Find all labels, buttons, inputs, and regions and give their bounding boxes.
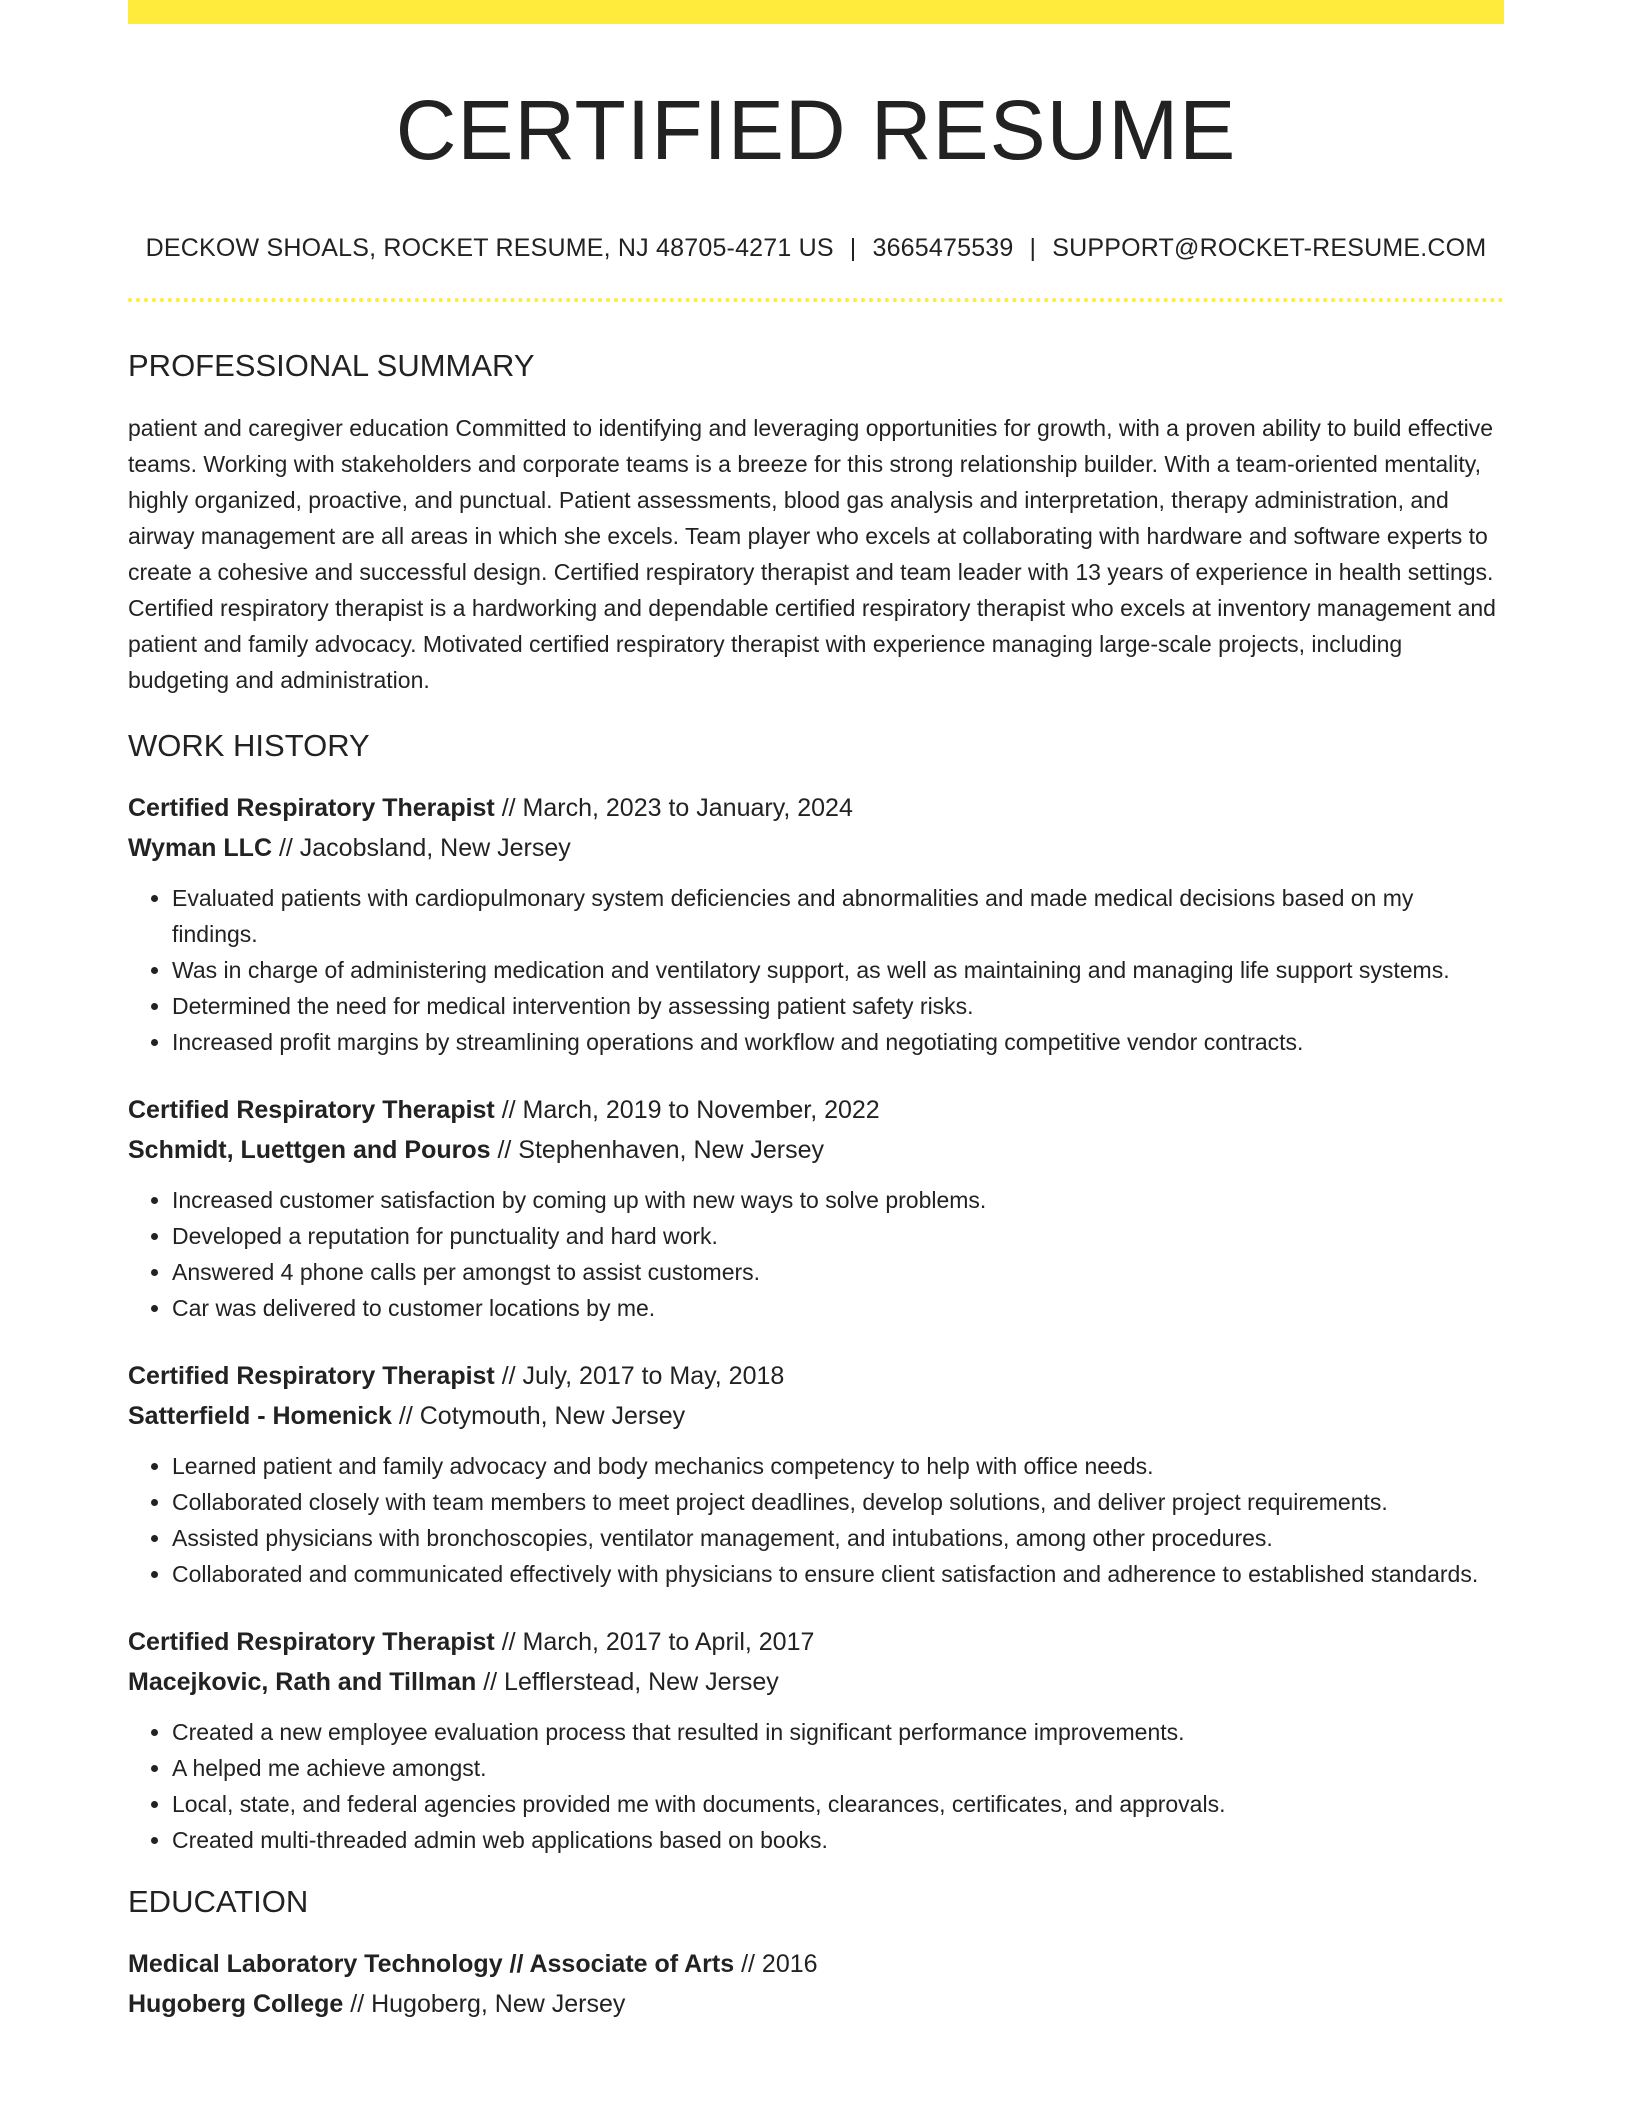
- job-title-line: [128, 1622, 1504, 1662]
- job-title-line: [128, 1090, 1504, 1130]
- job-location: // Jacobsland, New Jersey: [272, 834, 571, 862]
- job-title: Certified Respiratory Therapist: [128, 1628, 495, 1656]
- resume-name: CERTIFIED RESUME: [395, 83, 1237, 177]
- education-location: // Hugoberg, New Jersey: [343, 1990, 626, 2018]
- job-bullets: [128, 880, 1504, 1060]
- contact-address: DECKOW SHOALS, ROCKET RESUME, NJ 48705-4271 US: [145, 234, 834, 262]
- job-entry: [128, 1622, 1504, 1858]
- summary-heading: PROFESSIONAL SUMMARY: [128, 348, 535, 383]
- contact-phone: 3665475539: [872, 234, 1014, 262]
- job-bullet: • Developed a reputation for punctuality and hard work.: [172, 1218, 1504, 1254]
- education-heading: EDUCATION: [128, 1884, 309, 1919]
- job-bullet: • Increased profit margins by streamlining operations and workflow and negotiating competitive vendor contracts.: [172, 1024, 1504, 1060]
- job-location: // Cotymouth, New Jersey: [391, 1402, 686, 1430]
- summary-text: patient and caregiver education Committed to identifying and leveraging opportunities for growth, with a proven ability to build effective teams. Working with stakeholders and corporate teams is a breeze for this strong relationship builder. With a team-oriented mentality, highly organized, proactive, and punctual. Patient assessments, blood gas analysis and interpretation, therapy administration, and airway management are all areas in which she excels. Team player who excels at collaborating with hardware and software experts to create a cohesive and successful design. Certified respiratory therapist and team leader with 13 years of experience in health settings. Certified respiratory therapist is a hardworking and dependable certified respiratory therapist who excels at inventory management and patient and family advocacy. Motivated certified respiratory therapist with experience managing large-scale projects, including budgeting and administration.: [128, 415, 1496, 693]
- job-dates: // March, 2019 to November, 2022: [494, 1096, 880, 1124]
- top-accent-bar: [128, 0, 1504, 24]
- education-year: // 2016: [734, 1950, 818, 1978]
- job-company: Satterfield - Homenick: [128, 1402, 392, 1430]
- job-bullet: • Assisted physicians with bronchoscopies, ventilator management, and intubations, among other procedures.: [172, 1520, 1504, 1556]
- job-company-line: [128, 828, 1504, 868]
- job-bullet: • Car was delivered to customer locations by me.: [172, 1290, 1504, 1326]
- education-degree: Medical Laboratory Technology // Associate of Arts: [128, 1950, 735, 1978]
- job-entry: [128, 1356, 1504, 1592]
- job-dates: // July, 2017 to May, 2018: [494, 1362, 785, 1390]
- job-company-line: [128, 1130, 1504, 1170]
- job-title: Certified Respiratory Therapist: [128, 1096, 495, 1124]
- job-bullet: • Collaborated closely with team members to meet project deadlines, develop solutions, and deliver project requirements.: [172, 1484, 1504, 1520]
- job-bullet: • Determined the need for medical intervention by assessing patient safety risks.: [172, 988, 1504, 1024]
- job-title-line: [128, 788, 1504, 828]
- job-bullets: [128, 1448, 1504, 1592]
- job-title-line: [128, 1356, 1504, 1396]
- job-bullet: • Was in charge of administering medication and ventilatory support, as well as maintaining and managing life support systems.: [172, 952, 1504, 988]
- job-bullet: • A helped me achieve amongst.: [172, 1750, 1504, 1786]
- contact-email: SUPPORT@ROCKET-RESUME.COM: [1052, 234, 1487, 262]
- dotted-divider: [128, 298, 1504, 302]
- resume-content: [128, 24, 1504, 2024]
- work-history-heading: WORK HISTORY: [128, 728, 370, 763]
- job-entry: [128, 788, 1504, 1060]
- job-bullet: • Created multi-threaded admin web applications based on books.: [172, 1822, 1504, 1858]
- job-title: Certified Respiratory Therapist: [128, 794, 495, 822]
- contact-line: [128, 232, 1504, 264]
- job-entry: [128, 1090, 1504, 1326]
- job-bullet: • Increased customer satisfaction by coming up with new ways to solve problems.: [172, 1182, 1504, 1218]
- job-location: // Stephenhaven, New Jersey: [490, 1136, 825, 1164]
- job-bullet: • Learned patient and family advocacy and body mechanics competency to help with office needs.: [172, 1448, 1504, 1484]
- job-dates: // March, 2023 to January, 2024: [494, 794, 853, 822]
- education-school: Hugoberg College: [128, 1990, 344, 2018]
- job-bullets: [128, 1714, 1504, 1858]
- job-company-line: [128, 1662, 1504, 1702]
- job-company: Schmidt, Luettgen and Pouros: [128, 1136, 491, 1164]
- job-bullets: [128, 1182, 1504, 1326]
- education-school-line: [128, 1984, 1504, 2024]
- job-company: Wyman LLC: [128, 834, 272, 862]
- education-entry: [128, 1944, 1504, 2024]
- job-company: Macejkovic, Rath and Tillman: [128, 1668, 477, 1696]
- job-location: // Lefflerstead, New Jersey: [476, 1668, 779, 1696]
- job-bullet: • Created a new employee evaluation process that resulted in significant performance improvements.: [172, 1714, 1504, 1750]
- job-bullet: • Local, state, and federal agencies provided me with documents, clearances, certificates, and approvals.: [172, 1786, 1504, 1822]
- education-degree-line: [128, 1944, 1504, 1984]
- contact-separator: |: [849, 234, 857, 262]
- job-bullet: • Answered 4 phone calls per amongst to assist customers.: [172, 1254, 1504, 1290]
- job-company-line: [128, 1396, 1504, 1436]
- job-title: Certified Respiratory Therapist: [128, 1362, 495, 1390]
- job-bullet: • Collaborated and communicated effectively with physicians to ensure client satisfaction and adherence to established standards.: [172, 1556, 1504, 1592]
- contact-separator: |: [1029, 234, 1037, 262]
- job-bullet: • Evaluated patients with cardiopulmonary system deficiencies and abnormalities and made medical decisions based on my findings.: [172, 880, 1504, 952]
- job-dates: // March, 2017 to April, 2017: [494, 1628, 815, 1656]
